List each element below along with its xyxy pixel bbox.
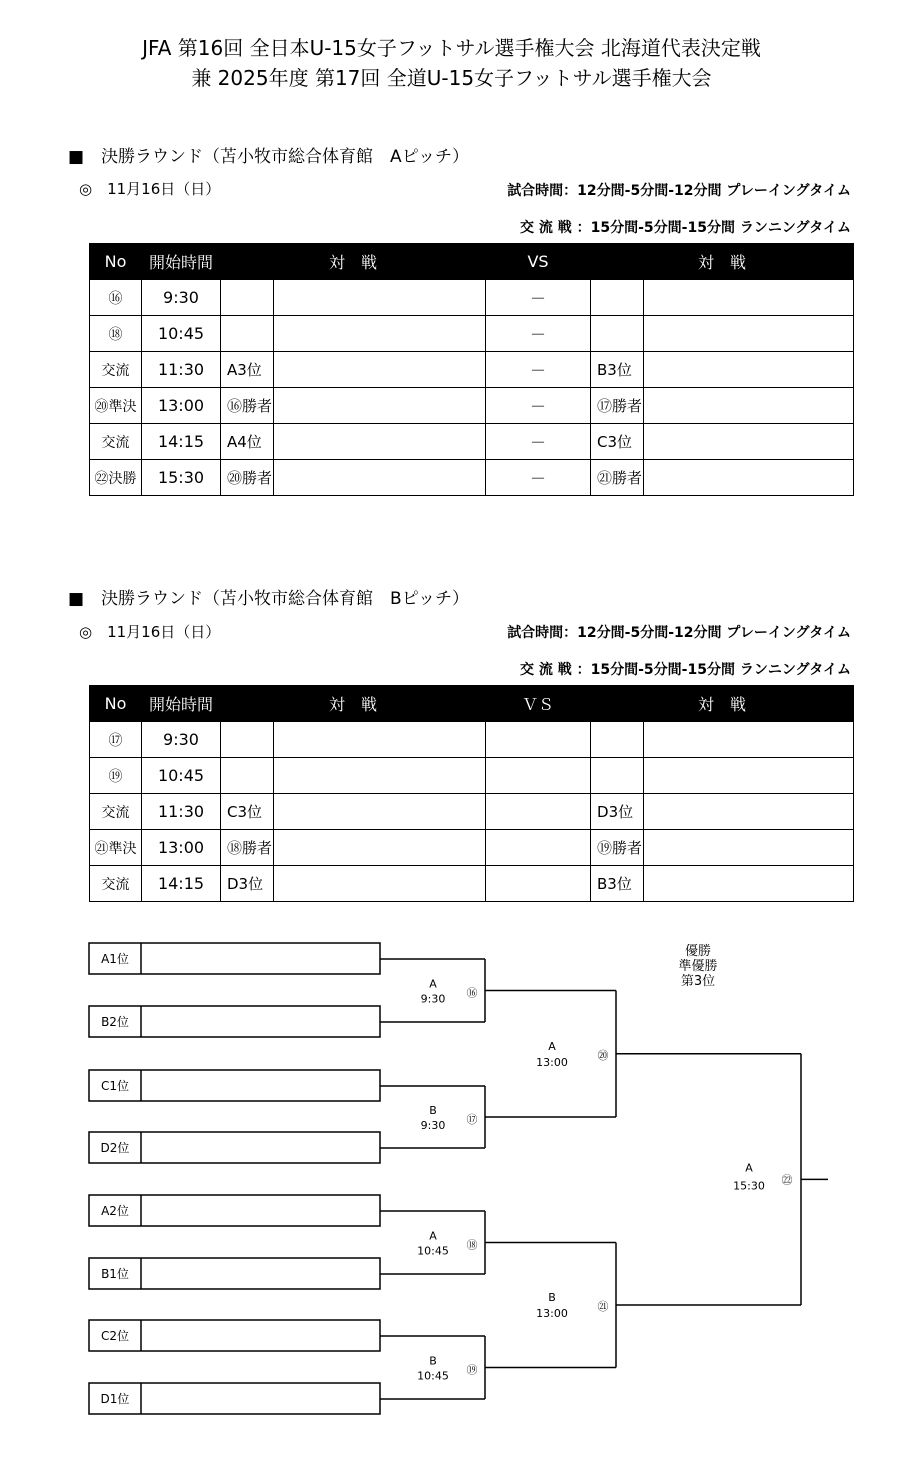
match-no: ⑱: [90, 316, 142, 352]
right-team-seed: ⑰勝者: [591, 388, 644, 424]
match-pitch: A: [429, 977, 437, 991]
left-team-seed: C3位: [221, 794, 274, 830]
seed-box: [89, 1195, 380, 1226]
section-a-heading: ■ 決勝ラウンド（苫小牧市総合体育館 Aピッチ）: [68, 147, 470, 167]
legend-runner-up: 準優勝: [678, 959, 718, 974]
seed-label: B2位: [101, 1015, 129, 1029]
match-time: 13:00: [536, 1055, 568, 1069]
match-no: 交流: [90, 424, 142, 460]
seed-box: [89, 943, 380, 974]
match-time: 13:00: [536, 1307, 568, 1320]
seed-label: D2位: [100, 1141, 130, 1155]
start-time: 13:00: [142, 388, 221, 424]
start-time: 13:00: [142, 830, 221, 866]
left-team-seed: ⑳勝者: [221, 460, 274, 496]
seed-box: [89, 1320, 380, 1351]
left-team-seed: D3位: [221, 866, 274, 902]
legend-third: 第3位: [680, 974, 716, 989]
match-time: 10:45: [417, 1369, 449, 1383]
section-a-rule-1: 試合時間：12分間-5分間-12分間 プレーイングタイム: [507, 183, 851, 199]
section-b-rule-1: 試合時間：12分間-5分間-12分間 プレーイングタイム: [507, 625, 851, 641]
left-team-seed: ⑯勝者: [221, 388, 274, 424]
seed-label: B1位: [101, 1267, 129, 1281]
start-time: 15:30: [142, 460, 221, 496]
section-a-rule-2: 交 流 戦 ：15分間-5分間-15分間 ランニングタイム: [520, 220, 851, 236]
start-time: 11:30: [142, 352, 221, 388]
match-pitch: A: [548, 1039, 556, 1053]
col-vs: VS: [486, 244, 591, 280]
start-time: 10:45: [142, 316, 221, 352]
col-no: No: [90, 244, 142, 280]
left-team-seed: A4位: [221, 424, 274, 460]
match-no: 交流: [90, 352, 142, 388]
title-line-1: JFA 第16回 全日本U-15女子フットサル選手権大会 北海道代表決定戦: [142, 36, 761, 60]
match-pitch: A: [429, 1229, 437, 1243]
match-number: ㉑: [597, 1300, 609, 1313]
match-pitch: B: [429, 1104, 437, 1117]
vs-cell: －: [486, 424, 591, 460]
match-time: 9:30: [420, 1119, 446, 1132]
right-team-seed: D3位: [591, 794, 644, 830]
match-pitch: B: [429, 1354, 437, 1368]
col-vs: ＶＳ: [486, 686, 591, 722]
legend-champion: 優勝: [684, 944, 711, 959]
start-time: 11:30: [142, 794, 221, 830]
col-right: 対 戦: [591, 686, 854, 722]
col-no: No: [90, 686, 142, 722]
match-number: ⑱: [466, 1238, 478, 1252]
placement-legend: [668, 944, 728, 989]
col-right: 対 戦: [591, 244, 854, 280]
seed-label: A2位: [101, 1204, 129, 1218]
match-number: ⑰: [466, 1113, 478, 1126]
match-no: 交流: [90, 866, 142, 902]
vs-cell: －: [486, 460, 591, 496]
match-number: ⑲: [466, 1363, 478, 1377]
match-no: 交流: [90, 794, 142, 830]
match-time: 15:30: [733, 1179, 765, 1193]
seed-label: C1位: [100, 1079, 130, 1093]
match-time: 10:45: [417, 1244, 449, 1258]
start-time: 14:15: [142, 866, 221, 902]
start-time: 14:15: [142, 424, 221, 460]
right-team-seed: ㉑勝者: [591, 460, 644, 496]
col-left: 対 戦: [221, 244, 486, 280]
match-no: ㉒決勝: [90, 460, 142, 496]
col-time: 開始時間: [142, 686, 221, 722]
match-time: 9:30: [420, 992, 446, 1006]
seed-box: [89, 1258, 380, 1289]
vs-cell: －: [486, 316, 591, 352]
match-number: ⑯: [466, 986, 478, 1000]
left-team-seed: ⑱勝者: [221, 830, 274, 866]
section-a-date: ◎ 11月16日（日）: [79, 180, 221, 198]
start-time: 10:45: [142, 758, 221, 794]
vs-cell: －: [486, 388, 591, 424]
right-team-seed: ⑲勝者: [591, 830, 644, 866]
section-b-rule-2: 交 流 戦 ：15分間-5分間-15分間 ランニングタイム: [520, 662, 851, 678]
match-no: ⑳準決: [90, 388, 142, 424]
match-no: ㉑準決: [90, 830, 142, 866]
match-no: ⑲: [90, 758, 142, 794]
seed-box: [89, 1070, 380, 1101]
match-pitch: A: [745, 1161, 753, 1175]
vs-cell: －: [486, 352, 591, 388]
section-b-heading: ■ 決勝ラウンド（苫小牧市総合体育館 Bピッチ）: [68, 589, 470, 609]
match-no: ⑯: [90, 280, 142, 316]
seed-label: A1位: [101, 952, 129, 966]
match-number: ⑳: [597, 1048, 609, 1062]
seed-label: C2位: [100, 1329, 130, 1343]
right-team-seed: B3位: [591, 352, 644, 388]
seed-box: [89, 1132, 380, 1163]
left-team-seed: A3位: [221, 352, 274, 388]
seed-box: [89, 1383, 380, 1414]
seed-box: [89, 1006, 380, 1037]
vs-cell: －: [486, 280, 591, 316]
right-team-seed: B3位: [591, 866, 644, 902]
section-b-date: ◎ 11月16日（日）: [79, 623, 221, 641]
match-no: ⑰: [90, 722, 142, 758]
start-time: 9:30: [142, 722, 221, 758]
match-number: ㉒: [781, 1173, 793, 1187]
start-time: 9:30: [142, 280, 221, 316]
col-left: 対 戦: [221, 686, 486, 722]
col-time: 開始時間: [142, 244, 221, 280]
title-line-2: 兼 2025年度 第17回 全道U-15女子フットサル選手権大会: [191, 66, 712, 90]
match-pitch: B: [548, 1291, 556, 1304]
seed-label: D1位: [100, 1392, 130, 1406]
right-team-seed: C3位: [591, 424, 644, 460]
